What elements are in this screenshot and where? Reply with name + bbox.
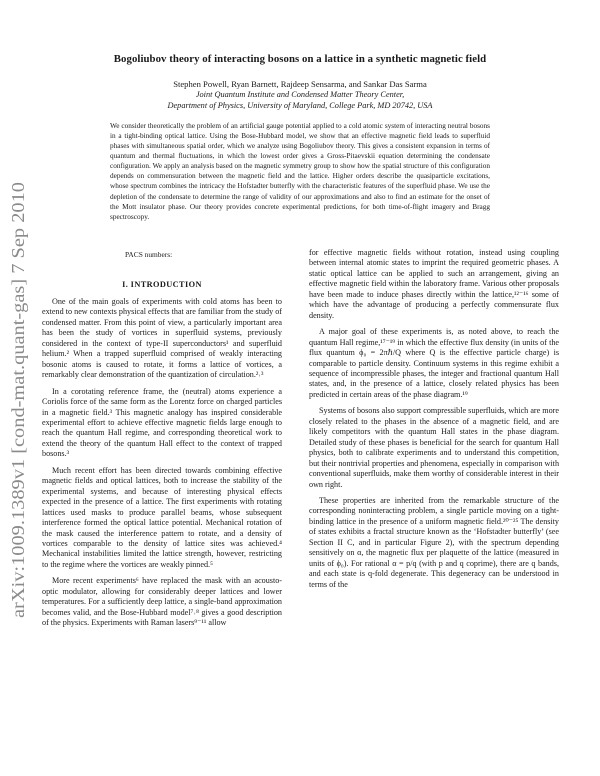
affiliation-line-2: Department of Physics, University of Maryland, College Park, MD 20742, USA xyxy=(167,101,433,110)
paper-title: Bogoliubov theory of interacting bosons on a lattice in a synthetic magnetic field xyxy=(113,53,487,65)
pacs-numbers: PACS numbers: xyxy=(125,250,173,259)
arxiv-id-text: arXiv:1009.1389v1 [cond-mat.quant-gas] 7 Sep 2010 xyxy=(8,243,28,618)
paragraph: More recent experiments⁶ have replaced the mask with an acousto-optic modulator, allowing for considerably deeper lattices and lower temperatures. For a sufficiently deep lattice, a single-band approximation becomes valid, and the Bose-Hubbard model⁷˒⁸ gives a good description of the physics. Experiments with Raman lasers⁹⁻¹¹ allow xyxy=(42,576,282,628)
paragraph: Much recent effort has been directed towards combining effective magnetic fields and optical lattices, both to increase the stability of the experimental systems, and because of interesting physical effects expected in the presence of a lattice. The first experiments with rotating lattices used masks to produce parallel beams, whose subsequent interference formed the optical lattice potential. Mechanical rotation of the mask caused the interference pattern to rotate, and a density of vortices comparable to the density of lattice sites was achieved.⁴ Mechanical instabilities limited the lattice strength, however, restricting to the regime where the vortices are weakly pinned.⁵ xyxy=(42,465,282,569)
paragraph: Systems of bosons also support compressible superfluids, which are more closely related to the phases in the absence of a magnetic field, and are likely competitors with the quantum Hall states in the phase diagram. Detailed study of these phases is beneficial for the search for quantum Hall physics, both to calibrate experiments and to understand this competition, but their nontrivial properties and phenomena, especially in comparison with conventional superfluids, make them worthy of considerable interest in their own right. xyxy=(309,406,560,489)
paragraph: for effective magnetic fields without rotation, instead using coupling between internal atomic states to imprint the required geometric phases. A static optical lattice can be applied to such an arrangement, giving an effective magnetic field within the laboratory frame. Various other proposals have been made to induce phases directly within the lattice,¹²⁻¹⁶ some of which have the advantage of producing a perfectly commensurate flux density. xyxy=(309,248,559,320)
paragraph: In a corotating reference frame, the (neutral) atoms experience a Coriolis force of the same form as the Lorentz force on charged particles in a magnetic field.³ This magnetic analogy has inspired considerable experimental effort to achieve effective magnetic fields large enough to reach the quantum Hall regime, and corresponding theoretical work to extend the theory of the quantum Hall effect to the context of trapped bosons.³ xyxy=(42,386,282,459)
paragraph: A major goal of these experiments is, as noted above, to reach the quantum Hall regime,¹⁷⁻¹⁹ in which the effective flux density (in units of the flux quantum ϕ₀ = 2πℏ/Q where Q is the effective particle charge) is comparable to particle density. Continuum systems in this regime exhibit a sequence of incompressible phases, the integer and fractional quantum Hall states, and, in the presence of a lattice, closely related physics has been predicted in certain areas of the phase diagram.¹⁹ xyxy=(309,327,559,399)
section-heading-introduction: I. INTRODUCTION xyxy=(122,280,202,289)
abstract: We consider theoretically the problem of an artificial gauge potential applied to a cold atomic system of interacting neutral bosons in a tight-binding optical lattice. Using the Bose-Hubbard model, we show that an effective magnetic field leads to superfluid phases with simultaneous spatial order, which we analyze using Bogoliubov theory. This gives a consistent expansion in terms of quantum and thermal fluctuations, in which the lowest order gives a Gross-Pitaevskii equation determining the condensate configuration. We apply an analysis based on the magnetic symmetry group to show how the spatial structure of this configuration depends on commensuration between the magnetic field and the lattice. Higher orders describe the quasiparticle excitations, whose spectrum combines the intricacy the Hofstadter butterfly with the characteristic features of the superfluid phase. We use the depletion of the condensate to determine the range of validity of our approximations and also to find an estimate for the onset of the Mott insulator phase. Our theory provides concrete experimental predictions, for both time-of-flight imagery and Bragg spectroscopy. xyxy=(110,122,490,221)
paragraph: One of the main goals of experiments with cold atoms has been to extend to new contexts physical effects that are familiar from the study of condensed matter. From this point of view, a particularly important area has been the study of vortices in superfluid systems, previously considered in the context of type-II superconductors¹ and superfluid helium.² When a trapped superfluid comprised of weakly interacting bosonic atoms is caused to rotate, it forms a lattice of vortices, a remarkably clear demonstration of the quantization of circulation.²˒³ xyxy=(42,297,282,380)
affiliation-line-1: Joint Quantum Institute and Condensed Matter Theory Center, xyxy=(195,90,405,99)
paragraph: These properties are inherited from the remarkable structure of the corresponding noninteracting problem, a single particle moving on a tight-binding lattice in the presence of a uniform magnetic field.²⁰⁻²⁵ The density of states exhibits a fractal structure known as the ‘Hofstadter butterfly’ (see Section II C, and in particular Figure 2), with the spectrum depending sensitively on α, the magnetic flux per plaquette of the lattice (measured in units of ϕ₀). For rational α = p/q (with p and q coprime), there are q bands, and each state is q-fold degenerate. This degeneracy can be understood in terms of the xyxy=(309,495,559,589)
author-list: Stephen Powell, Ryan Barnett, Rajdeep Sensarma, and Sankar Das Sarma xyxy=(173,79,427,89)
right-column xyxy=(309,248,559,596)
arxiv-identifier-stamp xyxy=(2,180,32,620)
left-column xyxy=(42,297,282,635)
